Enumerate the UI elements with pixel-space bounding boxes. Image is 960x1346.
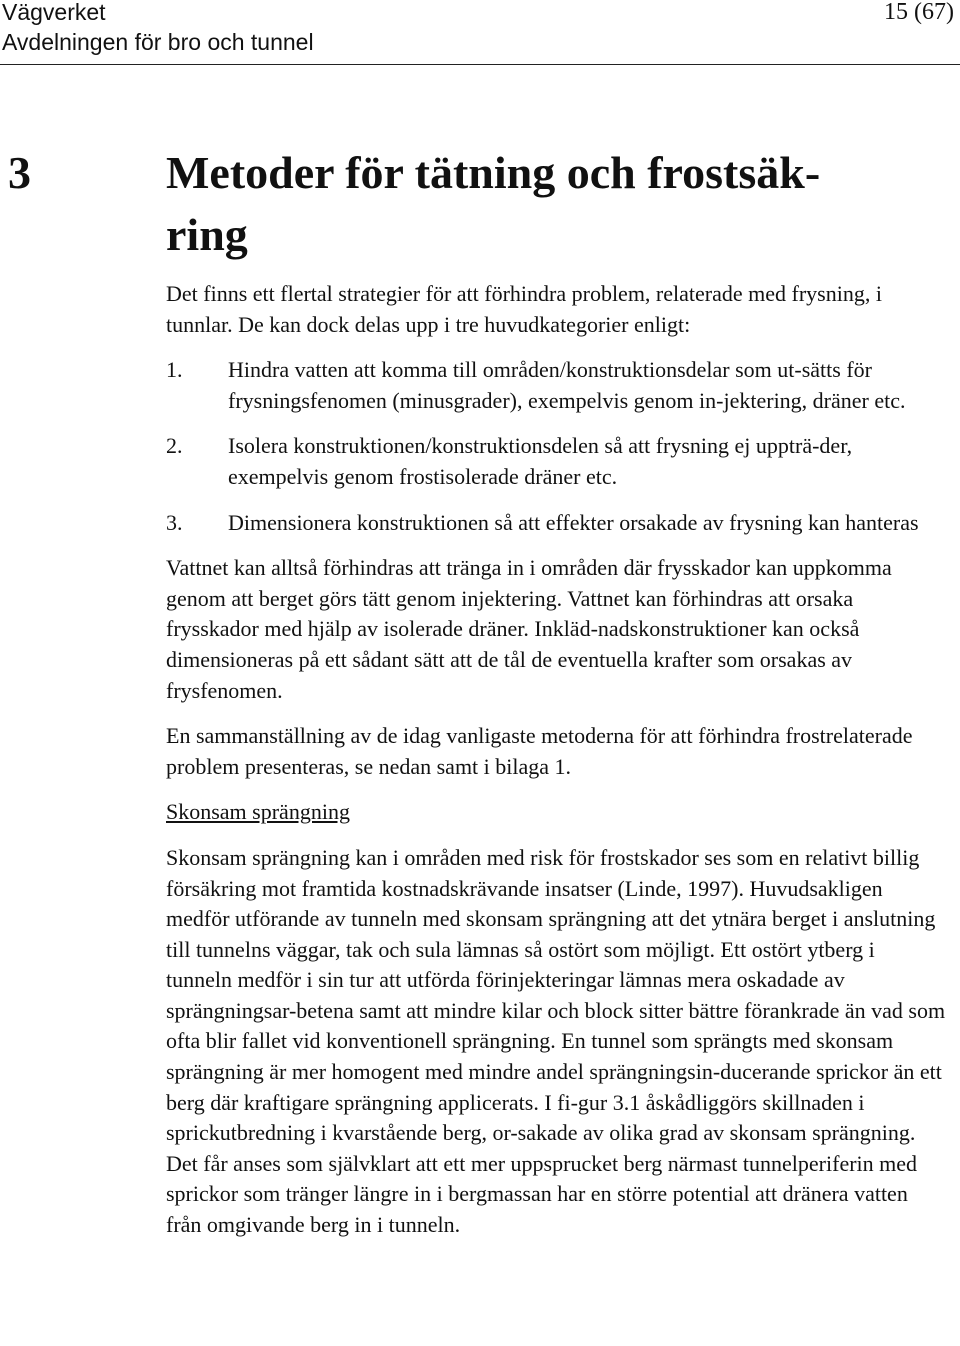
- chapter-title-line-2: ring: [166, 209, 248, 260]
- section-body: Skonsam sprängning kan i områden med risk för frostskador ses som en relativt billig försäkring mot framtida kostnadskrävande insatser (Linde, 1997). Huvudsakligen medför utförande av tunneln med skonsam sprängning att det ytnära berget i anslutning till tunnelns väggar, tak och sula lämnas så ostört som möjligt. Ett ostört ytberg i tunneln medför i sin tur att utförda förinjekteringar lämnas mera oskadade av sprängningsar-betena samt att mindre kilar och block sitter bättre förankrade än vad som ofta blir fallet vid konventionell sprängning. En tunnel som sprängts med skonsam sprängning är mer homogent med mindre andel sprängningsin-ducerande sprickor än ett berg där kraftigare sprängning applicerats. I fi-gur 3.1 åskådliggörs skillnaden i sprickutbredning i kvarstående berg, or-sakade av olika grad av skonsam sprängning. Det får anses som självklart att ett mer uppsprucket berg närmast tunnelperiferin med sprickor som tränger längre in i bergmassan har en större potential att dränera vatten från omgivande berg in i tunneln.: [166, 844, 946, 1238]
- body-paragraph-2: En sammanställning av de idag vanligaste metoderna för att förhindra frostrelaterade problem presenteras, se nedan samt i bilaga 1.: [166, 723, 913, 779]
- body-paragraph-1: Vattnet kan alltså förhindras att tränga in i områden där frysskador kan uppkomma genom att berget görs tätt genom injektering. Vattnet kan förhindras att orsaka frysskador med hjälp av isolerade dräner. Inkläd-nadskonstruktioner kan också dimensioneras på ett sådant sätt att de tål de eventuella krafter som orsakas av frysfenomen.: [166, 555, 892, 703]
- list-item-number: 1.: [166, 357, 183, 383]
- page-number: 15 (67): [884, 0, 954, 25]
- list-item: [166, 355, 946, 416]
- list-item-text: Isolera konstruktionen/konstruktionsdelen så att frysning ej uppträ-der, exempelvis genom frostisolerade dräner etc.: [228, 433, 853, 489]
- section-heading: Skonsam sprängning: [166, 799, 350, 825]
- document-body: [166, 279, 946, 1256]
- header-divider: [0, 64, 960, 65]
- category-list: [166, 355, 946, 538]
- chapter-number: 3: [8, 147, 31, 198]
- list-item-text: Hindra vatten att komma till områden/konstruktionsdelar som ut-sätts för frysningsfenomen (minusgrader), exempelvis genom in-jektering, dräner etc.: [228, 357, 906, 413]
- chapter-title: [166, 142, 956, 266]
- department-name: Avdelningen för bro och tunnel: [2, 29, 314, 55]
- list-item-text: Dimensionera konstruktionen så att effekter orsakade av frysning kan hanteras: [228, 509, 919, 535]
- list-item: [166, 508, 946, 539]
- organization-name: Vägverket: [2, 0, 106, 25]
- list-item-number: 2.: [166, 433, 183, 459]
- intro-paragraph: Det finns ett flertal strategier för att förhindra problem, relaterade med frysning, i tunnlar. De kan dock delas upp i tre huvudkategorier enligt:: [166, 281, 882, 337]
- list-item: [166, 431, 946, 492]
- list-item-number: 3.: [166, 509, 183, 535]
- chapter-title-line-1: Metoder för tätning och frostsäk-: [166, 147, 821, 198]
- page-header: [0, 0, 960, 68]
